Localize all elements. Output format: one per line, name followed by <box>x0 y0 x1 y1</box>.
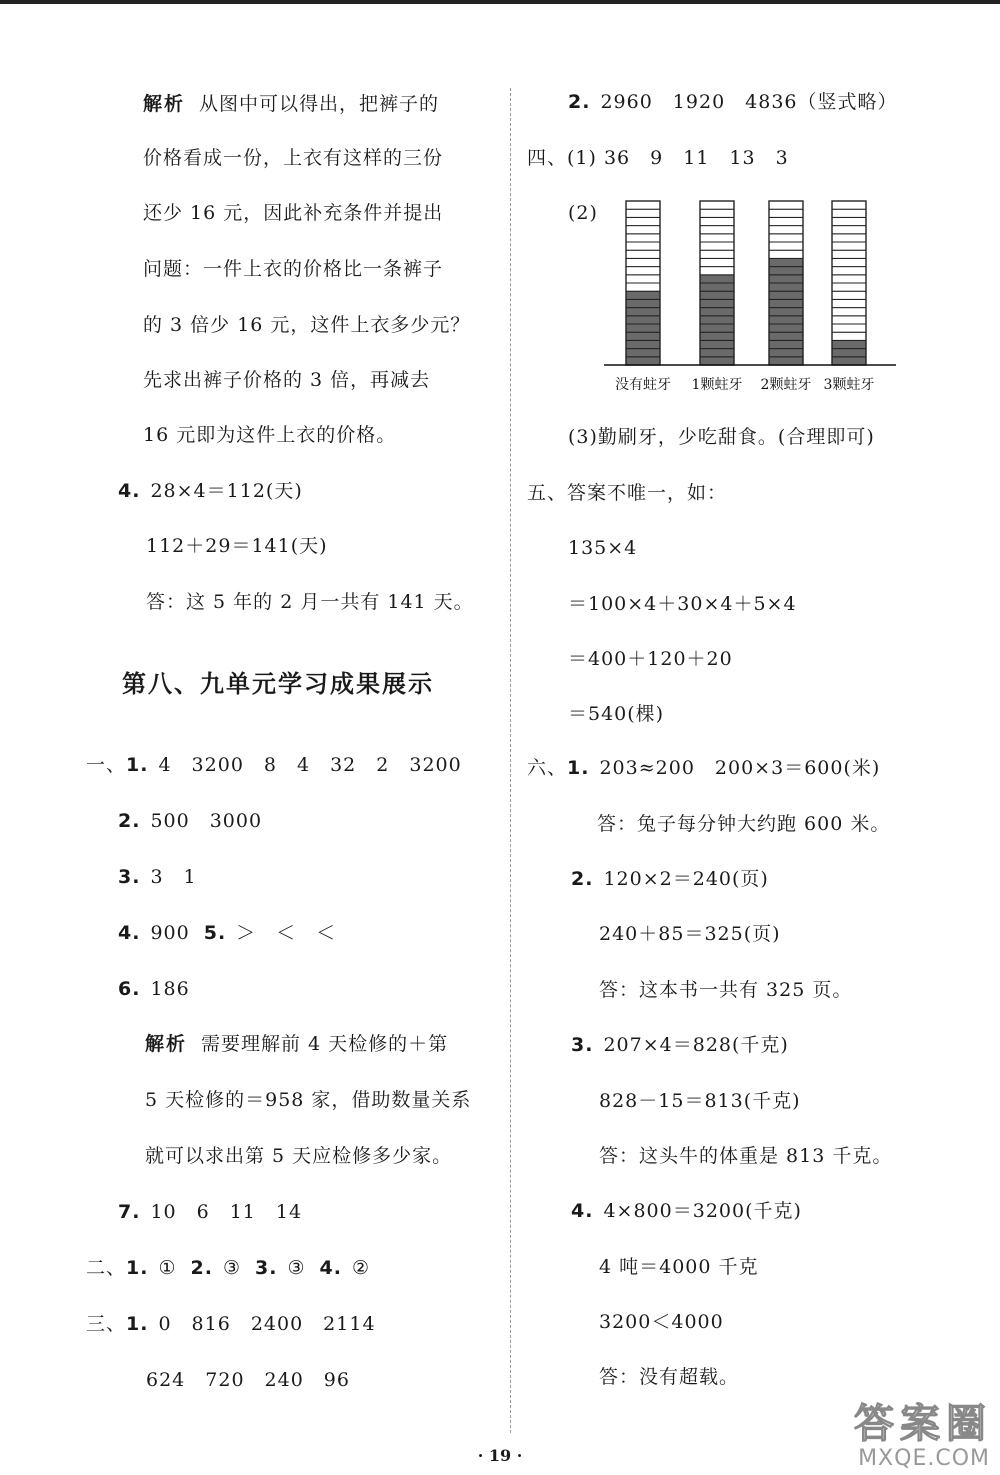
bar-3-cell <box>769 332 803 340</box>
sec5-expr-3: ＝400＋120＋20 <box>568 648 733 670</box>
sec1-q4-answer: 900 <box>150 922 190 944</box>
category-label-2: 1颗蛀牙 <box>691 377 743 393</box>
sec6-label: 六、 <box>527 757 568 779</box>
sec1-q2-answer: 500 3000 <box>150 810 263 832</box>
sec2-q4-answer: ② <box>351 1257 371 1279</box>
bar-4-cell <box>832 340 866 348</box>
sec6-q1-answer: 答：兔子每分钟大约跑 600 米。 <box>597 813 891 835</box>
bar-1-cell <box>626 291 660 299</box>
bar-1-cell <box>626 283 660 291</box>
tooth-decay-bar-chart <box>600 195 900 400</box>
bar-4-cell <box>832 234 866 242</box>
sec1-analysis-text-1: 需要理解前 4 天检修的＋第 <box>201 1033 449 1055</box>
bar-2-cell <box>700 275 734 283</box>
bar-4-cell <box>832 283 866 291</box>
bar-4-cell <box>832 226 866 234</box>
category-label-1: 没有蛀牙 <box>615 377 671 393</box>
sec6-q4-eq-1: 4×800＝3200(千克) <box>603 1200 802 1222</box>
sec6-q1-eq: 203≈200 200×3＝600(米) <box>599 757 881 779</box>
section-heading: 第八、九单元学习成果展示 <box>122 670 434 698</box>
sec3-q1-line-2: 624 720 240 96 <box>146 1369 350 1391</box>
bar-1-cell <box>626 324 660 332</box>
bar-2-cell <box>700 258 734 266</box>
r-q2-number: 2. <box>568 91 591 113</box>
bar-3-cell <box>769 299 803 307</box>
sec1-q1 <box>86 750 462 780</box>
sec2-q1-number: 1. <box>126 1257 149 1279</box>
sec1-analysis-line-1 <box>145 1029 448 1059</box>
analysis-line-6: 先求出裤子价格的 3 倍，再减去 <box>143 369 431 391</box>
r-q2-line <box>568 87 898 117</box>
bar-4-cell <box>832 299 866 307</box>
bar-4-cell <box>832 308 866 316</box>
sec6-q2-eq-1: 120×2＝240(页) <box>603 868 769 890</box>
sec1-q6-number: 6. <box>118 978 141 1000</box>
bar-3-cell <box>769 324 803 332</box>
bar-2-cell <box>700 299 734 307</box>
bar-3-cell <box>769 267 803 275</box>
bar-1 <box>626 201 660 365</box>
bar-4-cell <box>832 250 866 258</box>
sec1-q1-answer: 4 3200 8 4 32 2 3200 <box>158 754 462 776</box>
sec2-q3-answer: ③ <box>287 1257 306 1279</box>
sec1-q3-number: 3. <box>118 866 141 888</box>
sec3-label: 三、 <box>86 1313 127 1335</box>
sec6-q4-number: 4. <box>571 1200 594 1222</box>
sec6-q1-line-1 <box>527 753 880 783</box>
watermark-url: MXQE.COM <box>858 1446 990 1471</box>
analysis-line-2: 价格看成一份，上衣有这样的三份 <box>143 147 444 169</box>
bar-2-cell <box>700 209 734 217</box>
sec6-q4-line-1 <box>571 1196 802 1226</box>
bar-2-cell <box>700 316 734 324</box>
analysis-line-3: 还少 16 元，因此补充条件并提出 <box>143 202 444 224</box>
bar-1-cell <box>626 316 660 324</box>
bar-3-cell <box>769 316 803 324</box>
sec1-q2-number: 2. <box>118 810 141 832</box>
sec1-q5-answer: ＞ ＜ ＜ <box>236 922 337 944</box>
sec2-q1-answer: ① <box>158 1257 177 1279</box>
bar-1-cell <box>626 201 660 209</box>
bar-2-cell <box>700 201 734 209</box>
bar-1-cell <box>626 226 660 234</box>
bar-1-cell <box>626 267 660 275</box>
sec6-q2-eq-2: 240＋85＝325(页) <box>599 923 781 945</box>
sec4-part-1: (1) 36 9 11 13 3 <box>567 147 789 169</box>
q4-line-1 <box>118 476 303 506</box>
q4-eq-1: 28×4＝112(天) <box>150 480 303 502</box>
bar-1-cell <box>626 250 660 258</box>
analysis-text-1: 从图中可以得出，把裤子的 <box>199 93 440 115</box>
bar-3-cell <box>769 349 803 357</box>
sec6-q2-answer: 答：这本书一共有 325 页。 <box>599 979 853 1001</box>
bar-1-cell <box>626 357 660 365</box>
bar-4 <box>832 201 866 365</box>
sec6-q3-eq-2: 828－15＝813(千克) <box>599 1090 801 1112</box>
sec1-analysis-line-2: 5 天检修的＝958 家，借助数量关系 <box>145 1089 472 1111</box>
bar-2-cell <box>700 332 734 340</box>
bar-1-cell <box>626 217 660 225</box>
q4-number: 4. <box>118 480 141 502</box>
sec5-expr-2: ＝100×4＋30×4＋5×4 <box>568 593 797 615</box>
bar-3-cell <box>769 209 803 217</box>
bar-4-cell <box>832 242 866 250</box>
bar-4-cell <box>832 258 866 266</box>
bar-4-cell <box>832 201 866 209</box>
bar-3-cell <box>769 275 803 283</box>
analysis-line-4: 问题：一件上衣的价格比一条裤子 <box>143 258 444 280</box>
sec6-q3-answer: 答：这头牛的体重是 813 千克。 <box>599 1145 893 1167</box>
sec4-label: 四、 <box>527 147 568 169</box>
bar-2-cell <box>700 234 734 242</box>
sec6-q1-number: 1. <box>567 757 590 779</box>
sec5-line-1 <box>527 478 727 508</box>
bar-2-cell <box>700 250 734 258</box>
sec1-analysis-line-3: 就可以求出第 5 天应检修多少家。 <box>145 1145 453 1167</box>
sec4-part-3: (3)勤刷牙，少吃甜食。(合理即可) <box>568 426 875 448</box>
bar-4-cell <box>832 357 866 365</box>
sec6-q3-number: 3. <box>571 1034 594 1056</box>
sec1-q7-answer: 10 6 11 14 <box>150 1201 303 1223</box>
category-label-4: 3颗蛀牙 <box>823 377 875 393</box>
bar-4-cell <box>832 209 866 217</box>
category-label-3: 2颗蛀牙 <box>760 377 812 393</box>
bar-4-cell <box>832 324 866 332</box>
bar-2-cell <box>700 308 734 316</box>
bar-4-cell <box>832 291 866 299</box>
q4-answer: 答：这 5 年的 2 月一共有 141 天。 <box>146 591 474 613</box>
bar-3 <box>769 201 803 365</box>
sec2-line <box>86 1253 370 1283</box>
sec6-q3-line-1 <box>571 1030 789 1060</box>
bar-2-cell <box>700 291 734 299</box>
bar-3-cell <box>769 250 803 258</box>
sec1-q1-number: 1. <box>126 754 149 776</box>
bar-4-cell <box>832 267 866 275</box>
bar-3-cell <box>769 291 803 299</box>
sec6-q2-number: 2. <box>571 868 594 890</box>
bar-2-cell <box>700 340 734 348</box>
bar-3-cell <box>769 308 803 316</box>
sec6-q4-eq-2: 4 吨＝4000 千克 <box>599 1256 759 1278</box>
sec4-part-2-label: (2) <box>568 202 598 224</box>
bar-4-cell <box>832 275 866 283</box>
analysis-label: 解析 <box>143 93 186 115</box>
sec5-expr-4: ＝540(棵) <box>568 703 665 725</box>
bar-3-cell <box>769 283 803 291</box>
sec2-q3-number: 3. <box>255 1257 278 1279</box>
sec3-q1-answer-1: 0 816 2400 2114 <box>158 1313 376 1335</box>
bar-3-cell <box>769 357 803 365</box>
bar-4-cell <box>832 349 866 357</box>
sec6-q2-line-1 <box>571 864 769 894</box>
sec2-q2-number: 2. <box>190 1257 213 1279</box>
analysis-line-5: 的 3 倍少 16 元，这件上衣多少元？ <box>143 314 471 336</box>
sec6-q3-eq-1: 207×4＝828(千克) <box>603 1034 789 1056</box>
watermark-logo: 答案圈 <box>854 1400 992 1447</box>
sec1-q3 <box>118 862 197 892</box>
sec1-q3-answer: 3 1 <box>150 866 197 888</box>
analysis-line-1 <box>143 89 439 119</box>
bar-1-cell <box>626 299 660 307</box>
sec1-q6 <box>118 974 190 1004</box>
bar-1-cell <box>626 275 660 283</box>
bar-1-cell <box>626 242 660 250</box>
sec1-label: 一、 <box>86 754 127 776</box>
r-q2-answer: 2960 1920 4836（竖式略） <box>600 91 898 113</box>
bar-1-cell <box>626 258 660 266</box>
sec5-label: 五、 <box>527 482 568 504</box>
bar-1-cell <box>626 209 660 217</box>
sec5-expr-1: 135×4 <box>568 537 638 559</box>
bar-2-cell <box>700 324 734 332</box>
bar-2-cell <box>700 283 734 291</box>
sec2-q2-answer: ③ <box>222 1257 242 1279</box>
sec1-q7 <box>118 1197 302 1227</box>
sec5-intro: 答案不唯一，如： <box>567 482 728 504</box>
bar-4-cell <box>832 332 866 340</box>
sec6-q4-compare: 3200＜4000 <box>599 1311 724 1333</box>
bar-3-cell <box>769 226 803 234</box>
column-divider <box>510 88 511 1433</box>
sec1-analysis-label: 解析 <box>145 1033 188 1055</box>
page-number: · 19 · <box>477 1446 523 1465</box>
bar-3-cell <box>769 340 803 348</box>
analysis-line-7: 16 元即为这件上衣的价格。 <box>143 424 397 446</box>
bar-1-cell <box>626 332 660 340</box>
bar-3-cell <box>769 201 803 209</box>
sec4-line-1 <box>527 143 789 173</box>
sec1-q7-number: 7. <box>118 1201 141 1223</box>
sec1-q6-answer: 186 <box>150 978 190 1000</box>
bar-4-cell <box>832 217 866 225</box>
bar-2 <box>700 201 734 365</box>
bar-2-cell <box>700 267 734 275</box>
bar-2-cell <box>700 349 734 357</box>
sec6-q4-answer: 答：没有超载。 <box>599 1366 740 1388</box>
bar-3-cell <box>769 217 803 225</box>
bar-2-cell <box>700 357 734 365</box>
bar-2-cell <box>700 242 734 250</box>
bar-2-cell <box>700 217 734 225</box>
bar-3-cell <box>769 242 803 250</box>
sec3-q1-line-1 <box>86 1309 376 1339</box>
sec1-q2 <box>118 806 262 836</box>
bar-1-cell <box>626 308 660 316</box>
bar-1-cell <box>626 234 660 242</box>
q4-line-2: 112＋29＝141(天) <box>146 535 328 557</box>
top-rule <box>0 0 1000 4</box>
bar-3-cell <box>769 258 803 266</box>
bar-3-cell <box>769 234 803 242</box>
bar-4-cell <box>832 316 866 324</box>
sec2-label: 二、 <box>86 1257 127 1279</box>
sec1-q4-q5 <box>118 918 336 948</box>
bar-1-cell <box>626 340 660 348</box>
sec1-q4-number: 4. <box>118 922 141 944</box>
sec1-q5-number: 5. <box>203 922 227 944</box>
sec2-q4-number: 4. <box>319 1257 342 1279</box>
sec3-q1-number: 1. <box>126 1313 149 1335</box>
bar-1-cell <box>626 349 660 357</box>
bar-2-cell <box>700 226 734 234</box>
